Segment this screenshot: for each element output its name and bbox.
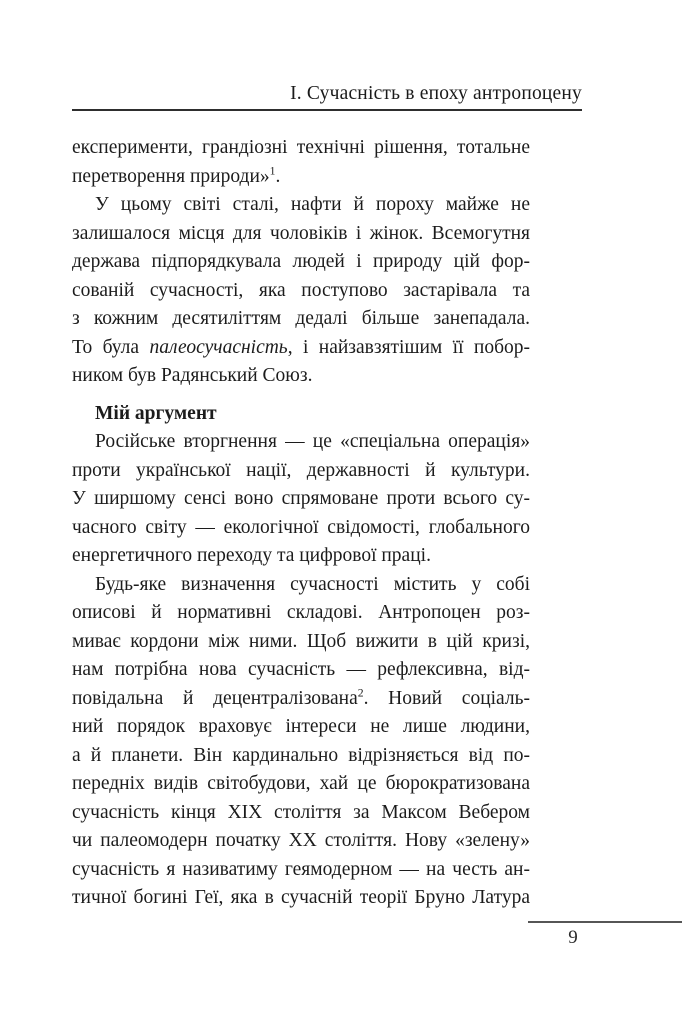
page-body (72, 134, 530, 913)
text-line: ником був Радянський Союз. (72, 365, 313, 386)
text-line: залишалося місця для чоловіків і жінок. Всемогутня (72, 222, 530, 244)
paragraph (72, 191, 530, 391)
text-line: сучасність кінця XIX століття за Максом Вебером (72, 801, 530, 823)
text-line: перетворення природи»$^1$. (72, 164, 281, 187)
text-line: Російське вторгнення — це «спеціальна операція» (95, 431, 530, 452)
text-line: Будь-яке визначення сучасності містить у собі (95, 573, 530, 595)
text-line: сучасність я називатиму геямодерном — на честь ан- (72, 858, 530, 880)
text-line: експерименти, грандіозні технічні рішення, тотальне (72, 137, 530, 158)
paragraph (72, 571, 530, 913)
running-header-title: І. Сучасність в епоху антропоцену (290, 83, 582, 104)
text-line: енергетичного переходу та цифрової праці. (72, 545, 431, 566)
text-line: То була палеосучасність, і найзавзятішим її побор- (72, 336, 530, 358)
text-line: повідальна й децентралізована$^2$. Новий соціаль- (72, 686, 530, 709)
section-heading: Мій аргумент (95, 402, 217, 424)
text-line: У цьому світі сталі, нафти й пороху майже не (95, 194, 530, 215)
text-line: описові й нормативні складові. Антропоцен роз- (72, 602, 530, 623)
text-line: ний порядок враховує інтереси не лише людини, (72, 716, 530, 737)
text-line: з кожним десятиліттям дедалі більше занепадала. (72, 308, 530, 329)
text-line: У ширшому сенсі воно спрямоване проти всього су- (72, 488, 530, 509)
text-line: чи палеомодерн початку XX століття. Нову «зелену» (72, 830, 530, 851)
footer-rule (528, 921, 682, 923)
text-line: миває кордони між ними. Щоб вижити в цій кризі, (72, 630, 530, 652)
text-line: держава підпорядкувала людей і природу цій фор- (72, 251, 530, 272)
page-number: 9 (568, 927, 578, 948)
text-line: часного світу — екологічної свідомості, глобального (72, 516, 530, 538)
text-line: сованій сучасності, яка поступово застарівала та (72, 279, 530, 301)
text-line: тичної богині Геї, яка в сучасній теорії Бруно Латура (72, 887, 530, 908)
paragraph (72, 134, 530, 191)
text-line: а й планети. Він кардинально відрізняється від по- (72, 744, 530, 766)
text-line: проти української нації, державності й культури. (72, 459, 530, 481)
text-line: нам потрібна нова сучасність — рефлексивна, від- (72, 659, 530, 680)
text-line: передніх видів світобудови, хай це бюрократизована (72, 773, 530, 794)
paragraph (72, 428, 530, 571)
header-rule (72, 109, 582, 111)
